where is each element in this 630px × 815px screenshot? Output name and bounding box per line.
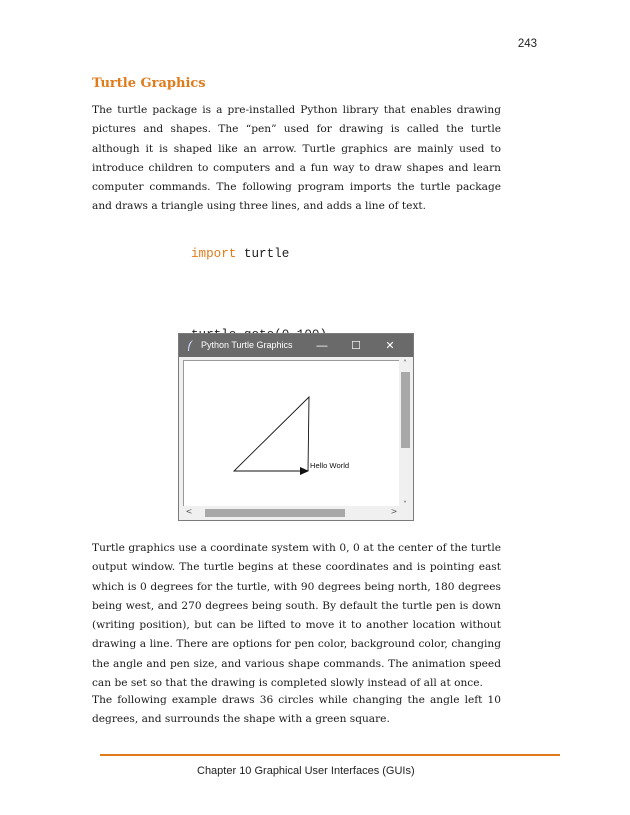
scroll-down-icon[interactable]: ˅ [403, 500, 407, 509]
code-line-import [191, 248, 403, 262]
turtle-canvas[interactable] [183, 360, 400, 509]
horizontal-scrollbar[interactable] [183, 506, 400, 518]
turtle-window-titlebar[interactable] [179, 334, 413, 357]
chapter-footer: Chapter 10 Graphical User Interfaces (GUIs) [197, 765, 415, 777]
horizontal-scroll-thumb[interactable] [205, 509, 345, 517]
next-example-paragraph: The following example draws 36 circles while changing the angle left 10 degrees, and surrounds the shape with a green square. [92, 694, 501, 726]
minimize-button[interactable]: — [316, 339, 328, 352]
intro-paragraph: The turtle package is a pre-installed Python library that enables drawing pictures and shapes. The “pen” used for drawing is called the turtle although it is shaped like an arrow. Turtle graphics are mainly used to introduce children to computers and a fun way to draw shapes and learn computer commands. The following program imports the turtle package and draws a triangle using three lines, and adds a line of text. [92, 104, 501, 213]
section-title: Turtle Graphics [92, 76, 206, 91]
code-module: turtle [236, 247, 290, 261]
turtle-window-title: Python Turtle Graphics [201, 340, 293, 350]
feather-icon [186, 339, 195, 352]
code-blank-line [191, 289, 403, 303]
scroll-up-icon[interactable]: ˄ [403, 359, 407, 368]
turtle-canvas-text: Hello World [310, 461, 350, 470]
maximize-button[interactable]: ☐ [351, 340, 361, 352]
coordinates-paragraph: Turtle graphics use a coordinate system with 0, 0 at the center of the turtle output window. The turtle begins at these coordinates and is pointing east which is 0 degrees for the turtle, with 90 degrees being north, 180 degrees being west, and 270 degrees being south. By default the turtle pen is down (writing position), but can be lifted to move it to another location without drawing a line. There are options for pen color, background color, changing the angle and pen size, and various shape commands. The animation speed can be set so that the drawing is completed slowly instead of all at once. [92, 542, 501, 690]
page-number: 243 [517, 38, 537, 50]
footer-rule [100, 754, 560, 756]
close-button[interactable]: ✕ [385, 340, 395, 352]
code-keyword: import [191, 247, 237, 261]
scroll-right-icon[interactable]: > [390, 507, 398, 516]
vertical-scroll-thumb[interactable] [401, 372, 410, 448]
scroll-left-icon[interactable]: < [185, 507, 193, 516]
turtle-window [178, 333, 414, 521]
vertical-scrollbar[interactable] [399, 358, 411, 511]
